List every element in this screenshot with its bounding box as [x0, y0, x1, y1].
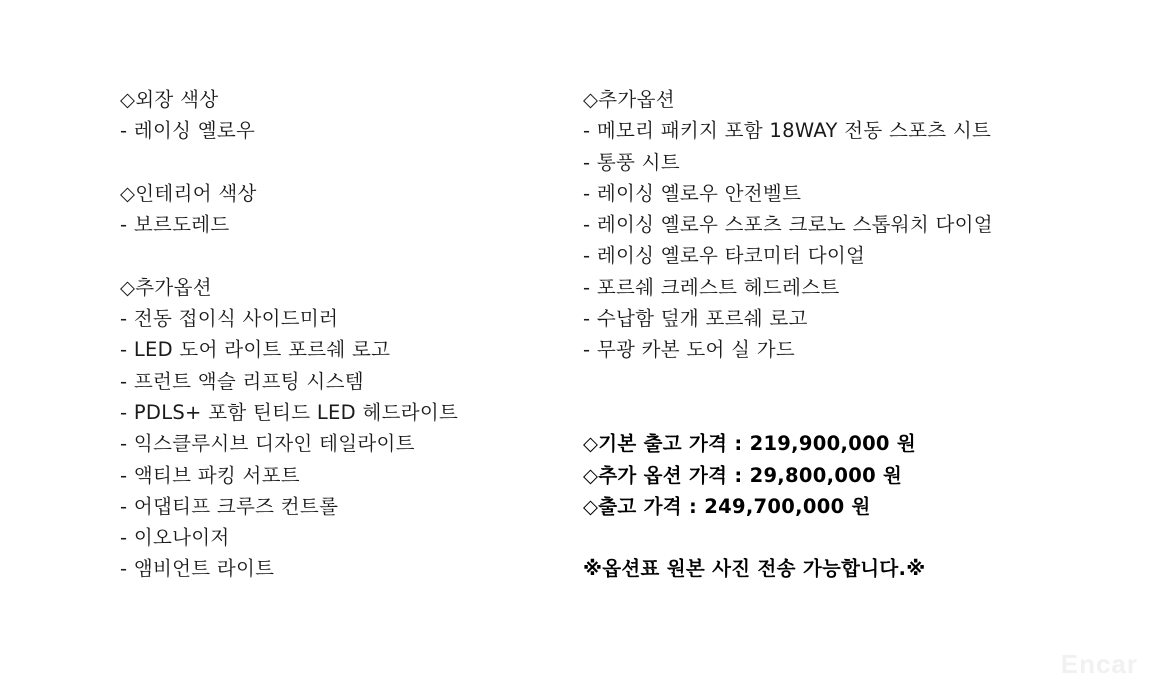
- left-options-heading: ◇추가옵션: [120, 275, 212, 299]
- right-options-heading: ◇추가옵션: [583, 88, 675, 111]
- left-option-item: - 전동 접이식 사이드미러: [120, 307, 339, 331]
- option-price: ◇추가 옵션 가격 : 29,800,000 원: [583, 463, 903, 487]
- right-option-item: - 무광 카본 도어 실 가드: [583, 338, 796, 362]
- left-option-item: - PDLS+ 포함 틴티드 LED 헤드라이트: [120, 400, 459, 424]
- left-option-item: - 앰비언트 라이트: [120, 557, 275, 581]
- right-column: [583, 84, 1053, 585]
- encar-watermark: Encar: [1060, 649, 1138, 679]
- right-option-item: - 통풍 시트: [583, 150, 680, 174]
- spacer: [120, 147, 560, 178]
- base-price: ◇기본 출고 가격 : 219,900,000 원: [583, 432, 917, 456]
- right-option-item: - 레이싱 옐로우 스포츠 크로노 스톱워치 다이얼: [583, 213, 993, 237]
- right-option-item: - 포르쉐 크레스트 헤드레스트: [583, 275, 840, 299]
- left-column: [120, 84, 560, 585]
- right-option-item: - 레이싱 옐로우 안전벨트: [583, 181, 802, 205]
- photo-note: ※옵션표 원본 사진 전송 가능합니다.※: [583, 557, 926, 581]
- left-option-item: - 익스클루시브 디자인 테일라이트: [120, 432, 415, 456]
- left-option-item: - 프런트 액슬 리프팅 시스템: [120, 369, 364, 393]
- spacer: [583, 397, 1053, 428]
- left-option-item: - LED 도어 라이트 포르쉐 로고: [120, 338, 391, 362]
- interior-color-heading: ◇인테리어 색상: [120, 181, 257, 205]
- spacer: [583, 522, 1053, 553]
- left-option-item: - 어댑티프 크루즈 컨트롤: [120, 494, 339, 518]
- left-option-item: - 이오나이저: [120, 526, 230, 550]
- total-price: ◇출고 가격 : 249,700,000 원: [583, 494, 871, 518]
- right-option-item: - 레이싱 옐로우 타코미터 다이얼: [583, 244, 866, 268]
- spacer: [120, 240, 560, 271]
- right-option-item: - 수납함 덮개 포르쉐 로고: [583, 307, 808, 331]
- interior-color-item: - 보르도레드: [120, 213, 230, 237]
- exterior-color-item: - 레이싱 옐로우: [120, 119, 256, 143]
- exterior-color-heading: ◇외장 색상: [120, 88, 219, 111]
- left-option-item: - 액티브 파킹 서포트: [120, 463, 300, 487]
- spacer: [583, 366, 1053, 397]
- right-option-item: - 메모리 패키지 포함 18WAY 전동 스포츠 시트: [583, 119, 992, 143]
